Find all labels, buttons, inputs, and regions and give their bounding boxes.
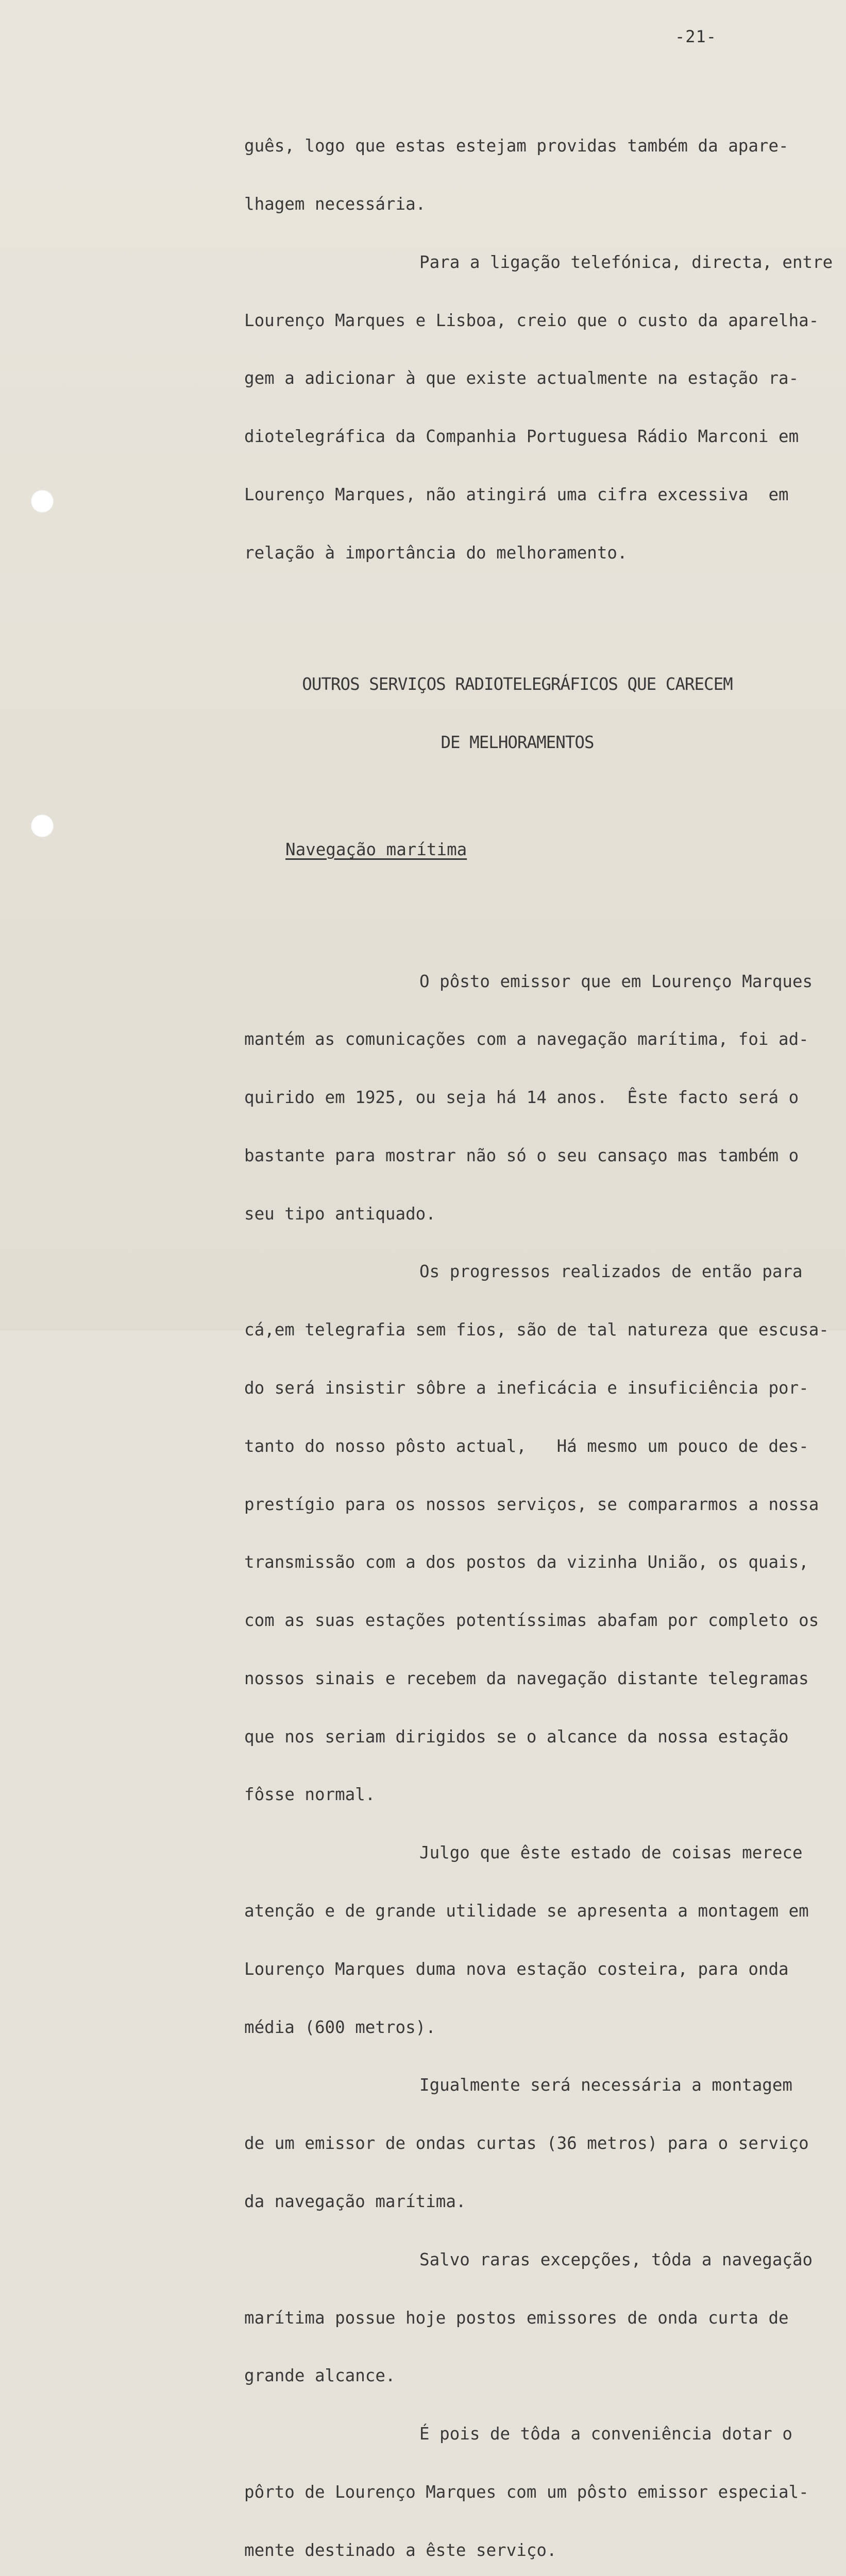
text-line: marítima possue hoje postos emissores de onda curta de (244, 2308, 789, 2328)
text-line: da navegação marítima. (244, 2191, 466, 2211)
text-line: com as suas estações potentíssimas abafam por completo os (244, 1611, 819, 1631)
text-line: bastante para mostrar não só o seu cansaço mas também o (244, 1145, 799, 1165)
text-line: do será insistir sôbre a ineficácia e insuficiência por- (244, 1378, 809, 1398)
text-line: mantém as comunicações com a navegação marítima, foi ad- (244, 1029, 809, 1049)
text-line: Igualmente será necessária a montagem (419, 2075, 792, 2095)
punch-hole-bottom (31, 815, 54, 837)
text-line: que nos seriam dirigidos se o alcance da nossa estação (244, 1726, 789, 1747)
text-line: lhagem necessária. (244, 194, 426, 214)
text-line: Lourenço Marques duma nova estação costeira, para onda (244, 1959, 789, 1979)
text-line: tanto do nosso pôsto actual, Há mesmo um pouco de des- (244, 1436, 809, 1456)
page-number: -21- (675, 27, 717, 46)
text-line: guês, logo que estas estejam providas também da apare- (244, 136, 789, 156)
text-line: transmissão com a dos postos da vizinha União, os quais, (244, 1552, 809, 1572)
text-line: O pôsto emissor que em Lourenço Marques (419, 971, 813, 991)
text-line: gem a adicionar à que existe actualmente na estação ra- (244, 368, 799, 388)
text-line: cá,em telegrafia sem fios, são de tal natureza que escusa- (244, 1320, 829, 1340)
text-line: quirido em 1925, ou seja há 14 anos. Êste facto será o (244, 1088, 799, 1108)
typed-text-body (244, 98, 842, 2576)
text-line: Os progressos realizados de então para (419, 1262, 803, 1282)
spacer (244, 791, 842, 802)
text-line: de um emissor de ondas curtas (36 metros) para o serviço (244, 2133, 809, 2154)
text-line: grande alcance. (244, 2366, 396, 2386)
text-line: média (600 metros). (244, 2017, 436, 2037)
text-line: nossos sinais e recebem da navegação distante telegramas (244, 1668, 809, 1688)
subsection-title: Navegação marítima (285, 839, 467, 859)
text-line: Salvo raras excepções, tôda a navegação (419, 2249, 813, 2269)
text-line: seu tipo antiquado. (244, 1204, 436, 1224)
spacer (244, 899, 842, 914)
text-line: atenção e de grande utilidade se apresenta a montagem em (244, 1901, 809, 1921)
text-line: mente destinado a êste serviço. (244, 2540, 557, 2560)
text-line: fôsse normal. (244, 1785, 376, 1805)
section-heading-continued: DE MELHORAMENTOS (441, 733, 594, 752)
text-line: relação à importância do melhoramento. (244, 543, 628, 563)
spacer (244, 621, 842, 636)
text-line: Lourenço Marques, não atingirá uma cifra excessiva em (244, 484, 789, 504)
section-heading: OUTROS SERVIÇOS RADIOTELEGRÁFICOS QUE CARECEM (302, 674, 733, 694)
text-line: Para a ligação telefónica, directa, entre (419, 252, 833, 272)
text-line: É pois de tôda a conveniência dotar o (419, 2424, 792, 2444)
text-line: pôrto de Lourenço Marques com um pôsto emissor especial- (244, 2482, 809, 2502)
punch-hole-top (31, 490, 54, 513)
text-line: Julgo que êste estado de coisas merece (419, 1843, 803, 1863)
text-line: diotelegráfica da Companhia Portuguesa Rádio Marconi em (244, 427, 799, 447)
text-line: prestígio para os nossos serviços, se compararmos a nossa (244, 1494, 819, 1514)
text-line: Lourenço Marques e Lisboa, creio que o custo da aparelha- (244, 310, 819, 330)
